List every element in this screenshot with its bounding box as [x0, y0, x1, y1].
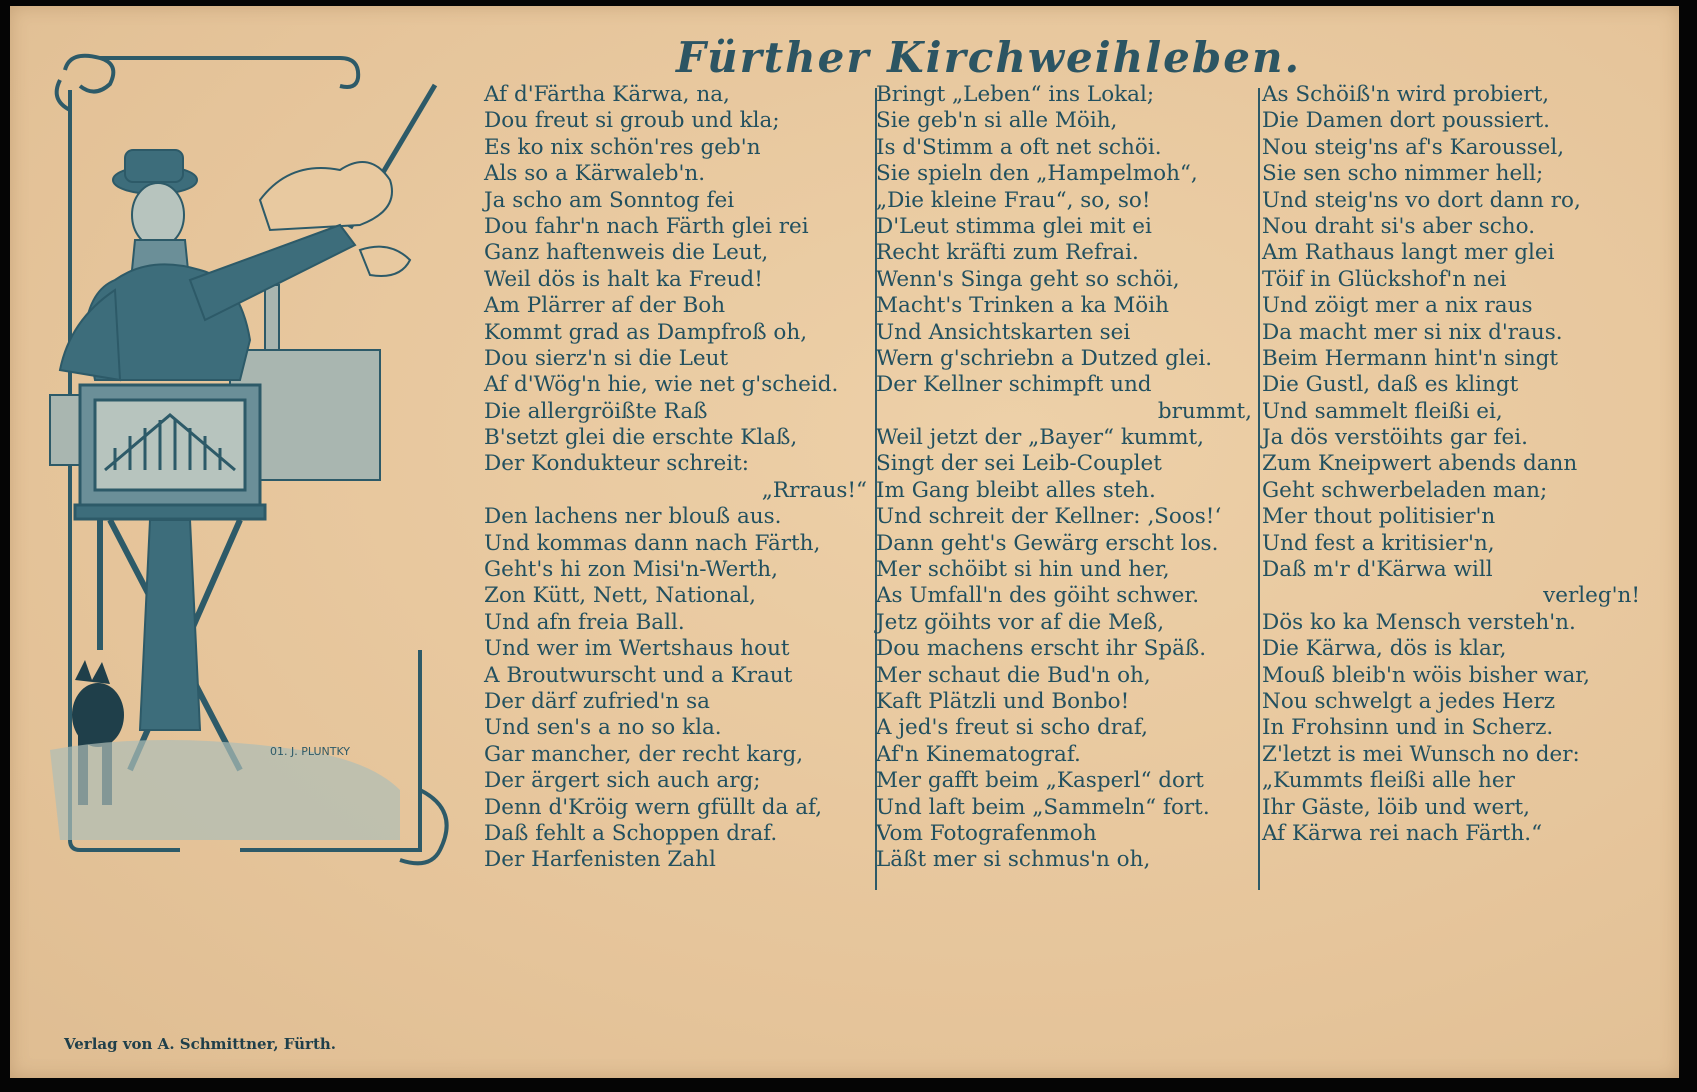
poem-line: Zon Kütt, Nett, National,	[484, 583, 756, 609]
artist-signature: 01. J. PLUNTKY	[270, 745, 350, 758]
poem-line: Nou schwelgt a jedes Herz	[1262, 688, 1556, 714]
poem-line: Wern g'schriebn a Dutzed glei.	[876, 345, 1213, 371]
poem-line: Af Kärwa rei nach Färth.“	[1262, 820, 1543, 846]
poem-line: Ihr Gäste, löib und wert,	[1262, 794, 1530, 820]
poem-line: Af d'Wög'n hie, wie net g'scheid.	[484, 372, 839, 398]
poem-line: Und fest a kritisier'n,	[1262, 530, 1495, 556]
poem-line: Dou fahr'n nach Färth glei rei	[484, 213, 809, 239]
poem-line: brummt,	[1157, 398, 1252, 424]
poem-line: In Frohsinn und in Scherz.	[1262, 715, 1554, 741]
poem-line: Und schreit der Kellner: ‚Soos!‘	[876, 504, 1222, 530]
poem-line: Dann geht's Gewärg erscht los.	[876, 530, 1219, 556]
poem-line: Mouß bleib'n wöis bisher war,	[1262, 662, 1591, 688]
poem-line: Dös ko ka Mensch versteh'n.	[1262, 609, 1576, 635]
poem-line: D'Leut stimma glei mit ei	[876, 213, 1152, 239]
poem-line: Kommt grad as Dampfroß oh,	[484, 319, 808, 345]
poem-line: Und wer im Wertshaus hout	[484, 636, 790, 662]
poem-line: Es ko nix schön'res geb'n	[484, 134, 761, 160]
poem-line: Daß fehlt a Schoppen draf.	[484, 820, 778, 846]
poem-line: Dou freut si groub und kla;	[484, 108, 780, 134]
poem-line: Ganz haftenweis die Leut,	[484, 240, 769, 266]
poem-column-1	[484, 82, 867, 874]
poem-line: Af'n Kinematograf.	[876, 741, 1081, 767]
poem-title: Fürther Kirchweihleben.	[676, 33, 1302, 82]
poem-line: Als so a Kärwaleb'n.	[484, 161, 706, 187]
poem-line: Da macht mer si nix d'raus.	[1262, 319, 1563, 345]
poem-line: Recht kräfti zum Refrai.	[876, 240, 1139, 266]
poem-line: Denn d'Kröig wern gfüllt da af,	[484, 794, 823, 820]
poem-line: A jed's freut si scho draf,	[876, 715, 1148, 741]
poem-line: Geht's hi zon Misi'n-Werth,	[484, 557, 778, 583]
poem-line: Die allergröißte Raß	[484, 398, 708, 424]
poem-line: Singt der sei Leib-Couplet	[876, 451, 1162, 477]
poem-line: Und steig'ns vo dort dann ro,	[1262, 187, 1581, 213]
poem-line: Der Kondukteur schreit:	[484, 451, 749, 477]
poem-line: Sie geb'n si alle Möih,	[876, 108, 1118, 134]
poem-line: Sie spieln den „Hampelmoh“,	[876, 161, 1198, 187]
poem-line: Mer schaut die Bud'n oh,	[876, 662, 1151, 688]
poem-line: Vom Fotografenmoh	[876, 820, 1097, 846]
poem-line: Am Rathaus langt mer glei	[1262, 240, 1555, 266]
poem-line: Wenn's Singa geht so schöi,	[876, 266, 1180, 292]
poem-line: „Die kleine Frau“, so, so!	[876, 187, 1151, 213]
poem-line: Jetz göihts vor af die Meß,	[876, 609, 1165, 635]
poem-line: Die Damen dort poussiert.	[1262, 108, 1550, 134]
poem-line: Mer thout politisier'n	[1262, 504, 1496, 530]
poem-line: Weil dös is halt ka Freud!	[484, 266, 763, 292]
poem-line: Z'letzt is mei Wunsch no der:	[1262, 741, 1580, 767]
poem-line: Am Plärrer af der Boh	[484, 293, 726, 319]
poem-line: Beim Hermann hint'n singt	[1262, 345, 1559, 371]
poem-line: Dou machens erscht ihr Späß.	[876, 636, 1207, 662]
poem-line: Mer gafft beim „Kasperl“ dort	[876, 768, 1204, 794]
poem-column-3	[1262, 82, 1640, 847]
poem-line: Läßt mer si schmus'n oh,	[876, 847, 1151, 873]
poem-line: verleg'n!	[1543, 583, 1640, 609]
poem-line: Kaft Plätzli und Bonbo!	[876, 688, 1130, 714]
poem-line: Töif in Glückshof'n nei	[1262, 266, 1507, 292]
poem-line: Ja dös verstöihts gar fei.	[1262, 425, 1528, 451]
poem-line: „Kummts fleißi alle her	[1262, 768, 1515, 794]
poem-line: Daß m'r d'Kärwa will	[1262, 557, 1493, 583]
poem-line: As Umfall'n des göiht schwer.	[876, 583, 1200, 609]
poem-line: Die Gustl, daß es klingt	[1262, 372, 1519, 398]
poem-line: Zum Kneipwert abends dann	[1262, 451, 1578, 477]
poem-line: Und sen's a no so kla.	[484, 715, 722, 741]
poem-line: Macht's Trinken a ka Möih	[876, 293, 1169, 319]
poem-line: Ja scho am Sonntog fei	[484, 187, 735, 213]
poem-line: A Broutwurscht und a Kraut	[484, 662, 793, 688]
organ-grinder-illustration	[40, 50, 460, 870]
poem-line: Der Kellner schimpft und	[876, 372, 1152, 398]
poem-line: Geht schwerbeladen man;	[1262, 477, 1548, 503]
poem-line: Weil jetzt der „Bayer“ kummt,	[876, 425, 1204, 451]
poem-line: Sie sen scho nimmer hell;	[1262, 161, 1544, 187]
poem-line: Gar mancher, der recht karg,	[484, 741, 804, 767]
poem-line: Is d'Stimm a oft net schöi.	[876, 134, 1162, 160]
poem-line: Nou steig'ns af's Karoussel,	[1262, 134, 1565, 160]
poem-line: B'setzt glei die erschte Klaß,	[484, 425, 798, 451]
poem-line: Af d'Färtha Kärwa, na,	[484, 82, 730, 107]
column-divider	[1258, 88, 1260, 890]
poem-line: Der Harfenisten Zahl	[484, 847, 716, 873]
poem-line: „Rrraus!“	[761, 477, 867, 503]
poem-line: Mer schöibt si hin und her,	[876, 557, 1170, 583]
poem-line: Und laft beim „Sammeln“ fort.	[876, 794, 1210, 820]
poem-line: Die Kärwa, dös is klar,	[1262, 636, 1507, 662]
poem-line: Im Gang bleibt alles steh.	[876, 477, 1156, 503]
poem-line: Und zöigt mer a nix raus	[1262, 293, 1533, 319]
poem-line: Nou draht si's aber scho.	[1262, 213, 1536, 239]
poem-line: Und afn freia Ball.	[484, 609, 685, 635]
poem-line: Dou sierz'n si die Leut	[484, 345, 729, 371]
poem-line: As Schöiß'n wird probiert,	[1262, 82, 1550, 107]
poem-line: Der ärgert sich auch arg;	[484, 768, 761, 794]
poem-line: Bringt „Leben“ ins Lokal;	[876, 82, 1155, 107]
poem-line: Und Ansichtskarten sei	[876, 319, 1131, 345]
publisher-imprint: Verlag von A. Schmittner, Fürth.	[64, 1035, 337, 1053]
poem-line: Der därf zufried'n sa	[484, 688, 710, 714]
poem-line: Und kommas dann nach Färth,	[484, 530, 821, 556]
poem-line: Den lachens ner blouß aus.	[484, 504, 782, 530]
poem-line: Und sammelt fleißi ei,	[1262, 398, 1503, 424]
poem-column-2	[876, 82, 1252, 874]
